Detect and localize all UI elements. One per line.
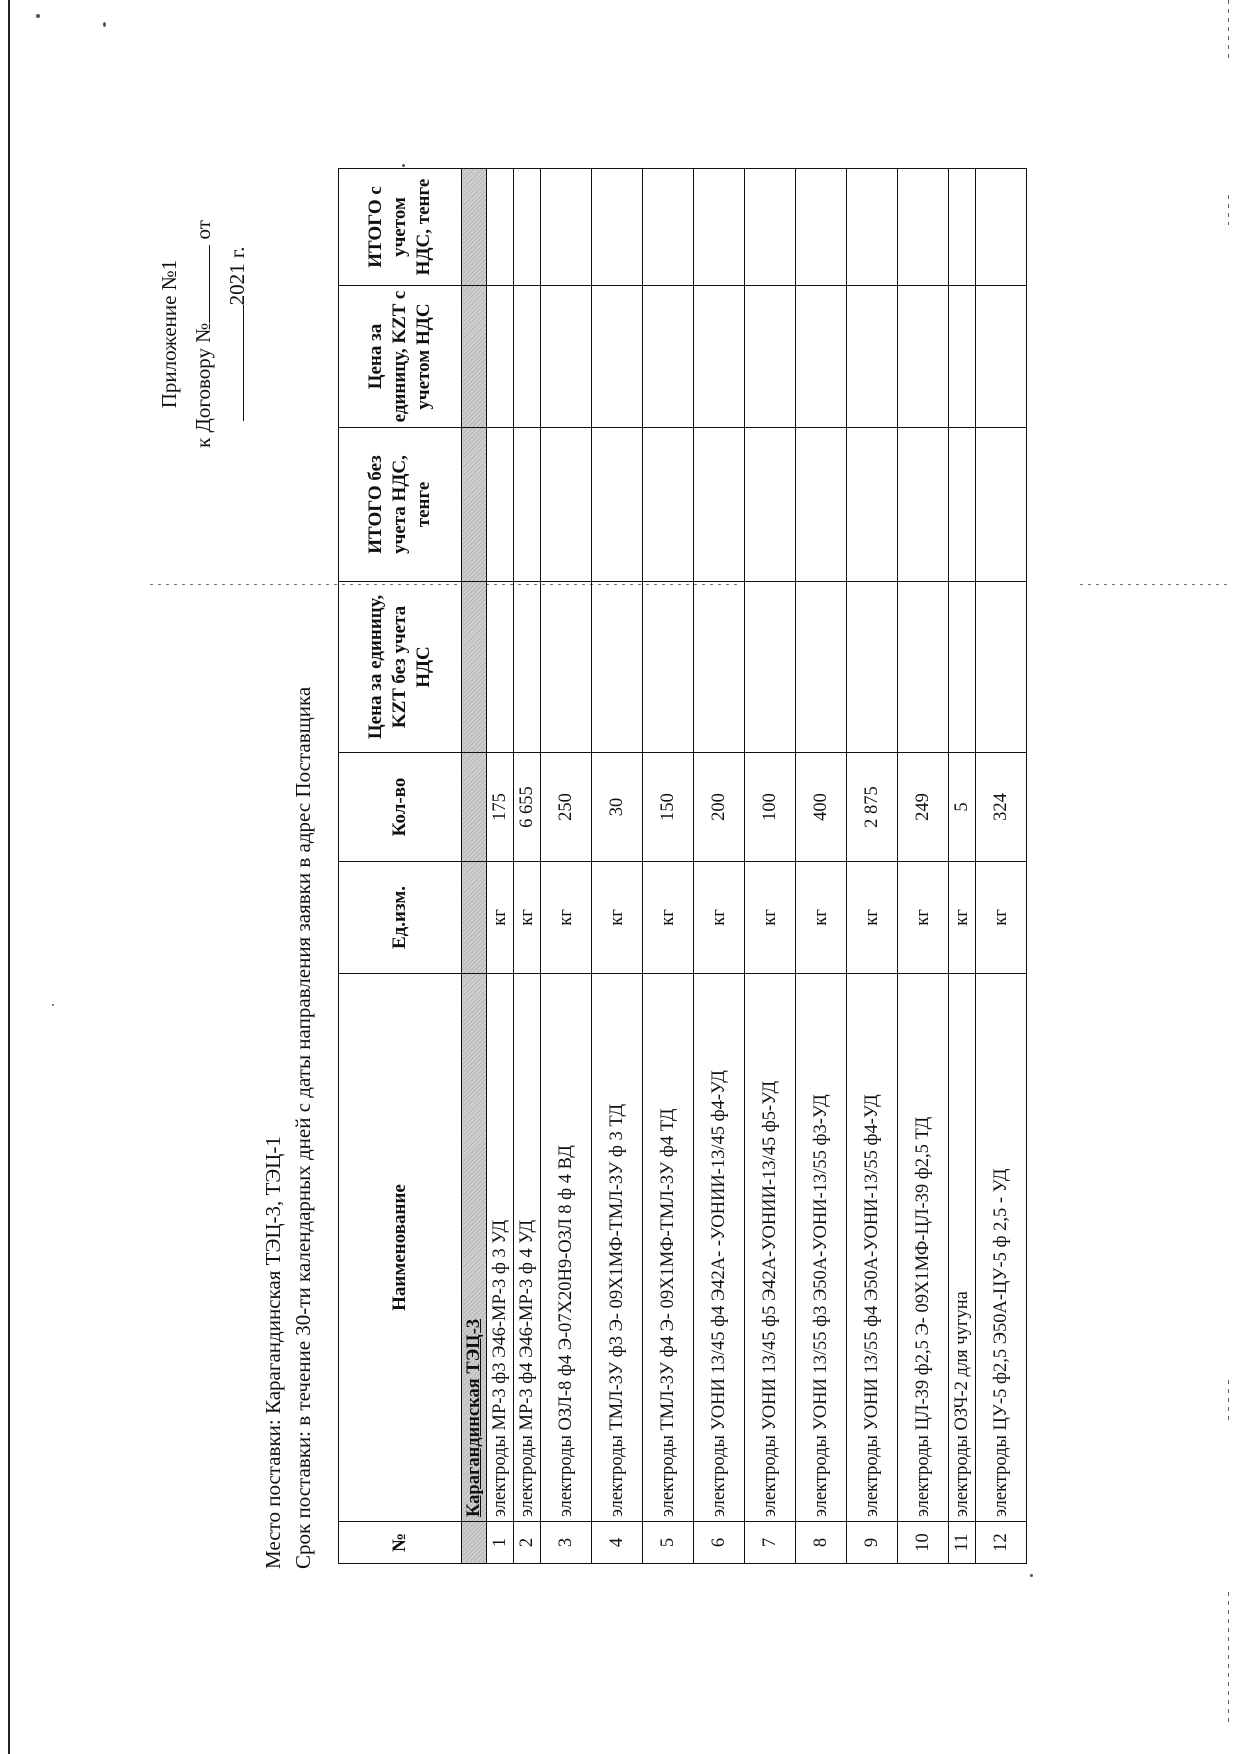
contract-date-blank	[221, 305, 244, 421]
item-unit: кг	[643, 862, 694, 974]
item-quantity: 2 875	[847, 753, 898, 862]
item-unit: кг	[898, 862, 949, 974]
table-row	[592, 169, 643, 1564]
item-unit: кг	[514, 862, 541, 974]
item-total-incl-vat	[949, 169, 976, 286]
group-title: Карагандинская ТЭЦ-3	[462, 974, 487, 1522]
row-number: 5	[643, 1522, 694, 1564]
item-name: электроды УОНИ 13/45 ф4 Э42А- -УОНИИ-13/45 ф4-УД	[694, 974, 745, 1522]
item-unit: кг	[847, 862, 898, 974]
group-row	[462, 169, 487, 1564]
item-unit-price-incl-vat	[796, 286, 847, 428]
item-quantity: 100	[745, 753, 796, 862]
specification-table	[338, 168, 1027, 1564]
item-quantity: 250	[541, 753, 592, 862]
item-total-excl-vat	[541, 428, 592, 582]
item-name: электроды ЦЛ-39 ф2,5 Э- 09Х1МФ-ЦЛ-39 ф2,5 ТД	[898, 974, 949, 1522]
table-row	[643, 169, 694, 1564]
row-number: 8	[796, 1522, 847, 1564]
appendix-block	[152, 119, 254, 549]
row-number: 9	[847, 1522, 898, 1564]
item-unit-price-excl-vat	[976, 582, 1027, 753]
item-unit-price-incl-vat	[541, 286, 592, 428]
table-row	[949, 169, 976, 1564]
row-number: 12	[976, 1522, 1027, 1564]
item-name: электроды УОНИ 13/45 ф5 Э42А-УОНИИ-13/45 ф5-УД	[745, 974, 796, 1522]
item-unit-price-incl-vat	[694, 286, 745, 428]
contract-year: 2021 г.	[225, 246, 249, 306]
item-unit-price-incl-vat	[487, 286, 514, 428]
item-name: электроды МР-3 ф3 Э46-МР-3 ф 3 УД	[487, 974, 514, 1522]
item-name: электроды ТМЛ-3У ф3 Э- 09Х1МФ-ТМЛ-3У ф 3 ТД	[592, 974, 643, 1522]
item-unit-price-incl-vat	[643, 286, 694, 428]
item-name: электроды МР-3 ф4 Э46-МР-3 ф 4 УД	[514, 974, 541, 1522]
item-total-excl-vat	[976, 428, 1027, 582]
item-total-excl-vat	[694, 428, 745, 582]
group-cell	[462, 428, 487, 582]
table-row	[541, 169, 592, 1564]
item-quantity: 175	[487, 753, 514, 862]
item-quantity: 5	[949, 753, 976, 862]
item-unit-price-excl-vat	[514, 582, 541, 753]
item-unit-price-incl-vat	[847, 286, 898, 428]
table-row	[487, 169, 514, 1564]
item-unit: кг	[745, 862, 796, 974]
item-total-excl-vat	[745, 428, 796, 582]
delivery-term: Срок поставки: в течение 30-ти календарных дней с даты направления заявки в адрес Поставщика	[291, 686, 315, 1569]
column-header-unit-price-excl-vat: Цена за единицу, KZT без учета НДС	[339, 582, 462, 753]
row-number: 10	[898, 1522, 949, 1564]
item-unit-price-excl-vat	[643, 582, 694, 753]
group-cell	[462, 582, 487, 753]
item-total-excl-vat	[514, 428, 541, 582]
row-number: 6	[694, 1522, 745, 1564]
item-total-incl-vat	[976, 169, 1027, 286]
group-cell	[462, 169, 487, 286]
item-quantity: 249	[898, 753, 949, 862]
contract-from: от	[191, 220, 215, 240]
item-total-incl-vat	[592, 169, 643, 286]
item-unit: кг	[541, 862, 592, 974]
row-number: 11	[949, 1522, 976, 1564]
item-total-incl-vat	[643, 169, 694, 286]
delivery-info	[258, 687, 318, 1569]
item-quantity: 30	[592, 753, 643, 862]
item-total-incl-vat	[745, 169, 796, 286]
item-name: электроды ТМЛ-3У ф4 Э- 09Х1МФ-ТМЛ-3У ф4 ТД	[643, 974, 694, 1522]
item-unit-price-excl-vat	[898, 582, 949, 753]
item-unit: кг	[796, 862, 847, 974]
table-row	[976, 169, 1027, 1564]
delivery-place: Место поставки: Карагандинская ТЭЦ-3, ТЭЦ-1	[261, 1136, 285, 1569]
group-cell	[462, 1522, 487, 1564]
row-number: 7	[745, 1522, 796, 1564]
column-header-unit: Ед.изм.	[339, 862, 462, 974]
table-row	[847, 169, 898, 1564]
item-total-excl-vat	[898, 428, 949, 582]
item-quantity: 400	[796, 753, 847, 862]
item-unit-price-incl-vat	[745, 286, 796, 428]
item-unit-price-excl-vat	[745, 582, 796, 753]
row-number: 4	[592, 1522, 643, 1564]
group-cell	[462, 753, 487, 862]
item-unit-price-incl-vat	[592, 286, 643, 428]
item-name: электроды ОЗЛ-8 ф4 Э-07Х20Н9-ОЗЛ 8 ф 4 ВД	[541, 974, 592, 1522]
item-name: электроды УОНИ 13/55 ф3 Э50А-УОНИ-13/55 ф3-УД	[796, 974, 847, 1522]
item-unit-price-incl-vat	[976, 286, 1027, 428]
item-quantity: 200	[694, 753, 745, 862]
row-number: 3	[541, 1522, 592, 1564]
item-quantity: 150	[643, 753, 694, 862]
contract-number-blank	[187, 245, 210, 323]
item-quantity: 324	[976, 753, 1027, 862]
item-unit-price-incl-vat	[949, 286, 976, 428]
group-cell	[462, 286, 487, 428]
column-header-unit-price-incl-vat: Цена за единицу, KZT с учетом НДС	[339, 286, 462, 428]
group-cell	[462, 862, 487, 974]
column-header-number: №	[339, 1522, 462, 1564]
row-number: 1	[487, 1522, 514, 1564]
contract-date-line	[220, 119, 254, 549]
appendix-title: Приложение №1	[157, 259, 181, 409]
item-unit-price-excl-vat	[487, 582, 514, 753]
item-total-incl-vat	[694, 169, 745, 286]
table-row	[694, 169, 745, 1564]
item-total-excl-vat	[847, 428, 898, 582]
item-unit-price-excl-vat	[847, 582, 898, 753]
item-unit-price-excl-vat	[694, 582, 745, 753]
item-total-excl-vat	[487, 428, 514, 582]
item-unit: кг	[592, 862, 643, 974]
item-total-incl-vat	[541, 169, 592, 286]
table-row	[745, 169, 796, 1564]
item-unit-price-excl-vat	[541, 582, 592, 753]
item-unit: кг	[976, 862, 1027, 974]
table-row	[514, 169, 541, 1564]
item-unit-price-incl-vat	[898, 286, 949, 428]
row-number: 2	[514, 1522, 541, 1564]
contract-reference	[186, 119, 220, 549]
item-unit-price-excl-vat	[796, 582, 847, 753]
item-total-incl-vat	[487, 169, 514, 286]
item-unit: кг	[694, 862, 745, 974]
item-unit: кг	[487, 862, 514, 974]
item-total-excl-vat	[643, 428, 694, 582]
item-total-excl-vat	[796, 428, 847, 582]
column-header-total-excl-vat: ИТОГО без учета НДС, тенге	[339, 428, 462, 582]
item-total-excl-vat	[949, 428, 976, 582]
column-header-quantity: Кол-во	[339, 753, 462, 862]
item-unit: кг	[949, 862, 976, 974]
table-header-row	[339, 169, 462, 1564]
item-name: электроды ОЗЧ-2 для чугуна	[949, 974, 976, 1522]
item-unit-price-excl-vat	[592, 582, 643, 753]
column-header-total-incl-vat: ИТОГО с учетом НДС, тенге	[339, 169, 462, 286]
item-total-excl-vat	[592, 428, 643, 582]
item-total-incl-vat	[796, 169, 847, 286]
contract-prefix: к Договору №	[191, 322, 215, 448]
item-name: электроды УОНИ 13/55 ф4 Э50А-УОНИ-13/55 ф4-УД	[847, 974, 898, 1522]
item-total-incl-vat	[514, 169, 541, 286]
item-unit-price-excl-vat	[949, 582, 976, 753]
table-row	[796, 169, 847, 1564]
column-header-name: Наименование	[339, 974, 462, 1522]
item-total-incl-vat	[847, 169, 898, 286]
item-unit-price-incl-vat	[514, 286, 541, 428]
item-total-incl-vat	[898, 169, 949, 286]
item-quantity: 6 655	[514, 753, 541, 862]
item-name: электроды ЦУ-5 ф2,5 Э50А-ЦУ-5 ф 2,5 - УД	[976, 974, 1027, 1522]
table-row	[898, 169, 949, 1564]
